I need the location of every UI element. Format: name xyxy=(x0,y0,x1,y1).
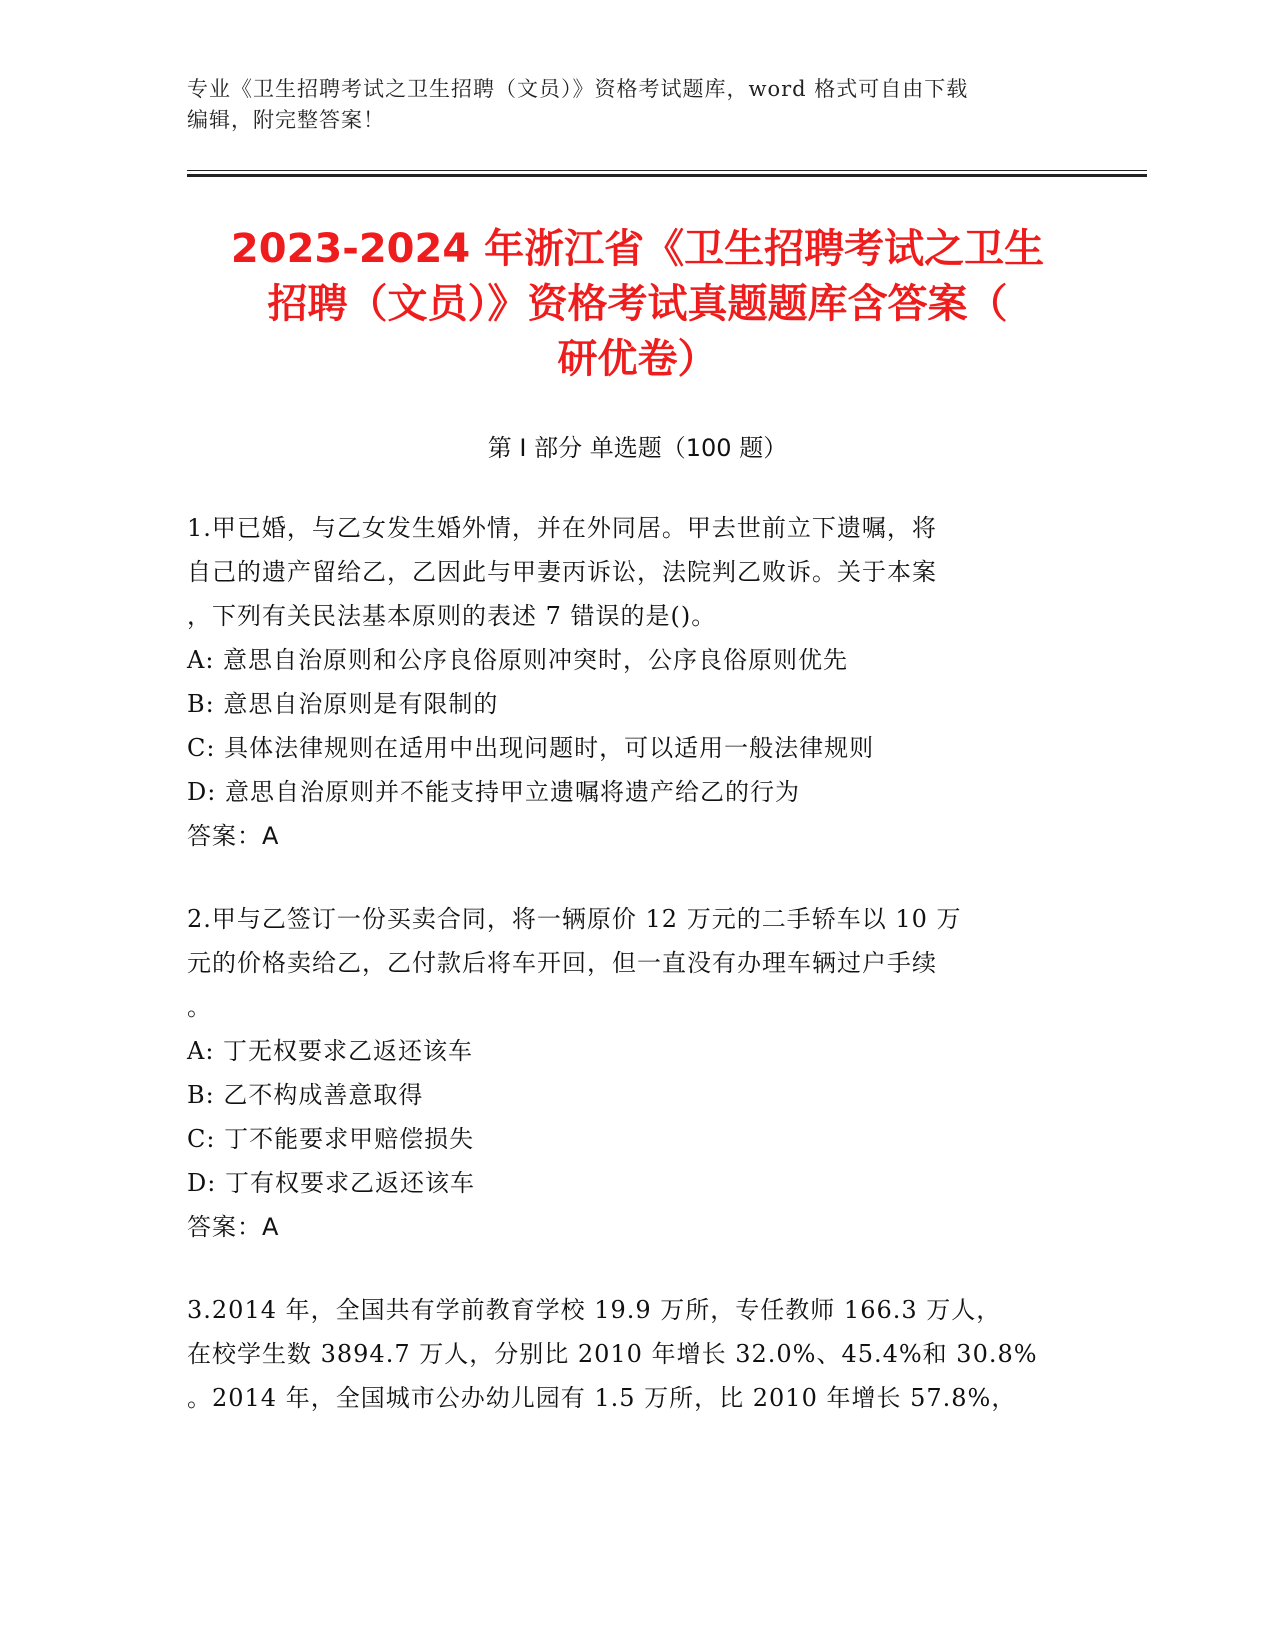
question-stem-line: 在校学生数 3894.7 万人，分别比 2010 年增长 32.0%、45.4%和 30.8% xyxy=(187,1340,1038,1368)
option-a: A: 意思自治原则和公序良俗原则冲突时，公序良俗原则优先 xyxy=(187,646,849,674)
option-b: B: 意思自治原则是有限制的 xyxy=(187,690,499,718)
document-title-line-3: 研优卷） xyxy=(557,336,718,382)
answer: 答案：A xyxy=(187,822,280,850)
answer: 答案：A xyxy=(187,1213,280,1241)
option-c: C: 丁不能要求甲赔偿损失 xyxy=(187,1125,475,1153)
header-note-line-2: 编辑，附完整答案！ xyxy=(187,108,385,132)
question-stem-line: 自己的遗产留给乙，乙因此与甲妻丙诉讼，法院判乙败诉。关于本案 xyxy=(187,558,937,586)
question-stem-line: 1.甲已婚，与乙女发生婚外情，并在外同居。甲去世前立下遗嘱，将 xyxy=(187,514,937,542)
option-d: D: 丁有权要求乙返还该车 xyxy=(187,1169,475,1197)
option-d: D: 意思自治原则并不能支持甲立遗嘱将遗产给乙的行为 xyxy=(187,778,800,806)
question-stem-line: 2.甲与乙签订一份买卖合同，将一辆原价 12 万元的二手轿车以 10 万 xyxy=(187,905,962,933)
question-1 xyxy=(187,506,1067,858)
header-divider-thin xyxy=(187,170,1147,171)
question-3 xyxy=(187,1288,1067,1420)
header-note-line-1: 专业《卫生招聘考试之卫生招聘（文员）》资格考试题库，word 格式可自由下载 xyxy=(187,77,969,101)
header-divider-thick xyxy=(187,174,1147,177)
option-c: C: 具体法律规则在适用中出现问题时，可以适用一般法律规则 xyxy=(187,734,875,762)
question-2 xyxy=(187,897,1067,1249)
option-a: A: 丁无权要求乙返还该车 xyxy=(187,1037,474,1065)
question-stem-line: ，下列有关民法基本原则的表述 7 错误的是()。 xyxy=(187,602,717,630)
section-title: 第 I 部分 单选题（100 题） xyxy=(487,434,788,462)
question-stem xyxy=(187,506,1067,638)
question-stem-line: 。2014 年，全国城市公办幼儿园有 1.5 万所，比 2010 年增长 57.8%， xyxy=(187,1384,1017,1412)
document-title xyxy=(150,222,1125,387)
question-stem-line: 。 xyxy=(187,993,212,1021)
question-stem-line: 元的价格卖给乙，乙付款后将车开回，但一直没有办理车辆过户手续 xyxy=(187,949,937,977)
document-title-line-1: 2023-2024 年浙江省《卫生招聘考试之卫生 xyxy=(230,226,1045,272)
option-b: B: 乙不构成善意取得 xyxy=(187,1081,424,1109)
question-stem-line: 3.2014 年，全国共有学前教育学校 19.9 万所，专任教师 166.3 万人， xyxy=(187,1296,1002,1324)
document-title-line-2: 招聘（文员）》资格考试真题题库含答案（ xyxy=(267,281,1008,327)
question-stem xyxy=(187,897,1067,1029)
question-stem xyxy=(187,1288,1067,1420)
header-note xyxy=(187,74,1087,136)
